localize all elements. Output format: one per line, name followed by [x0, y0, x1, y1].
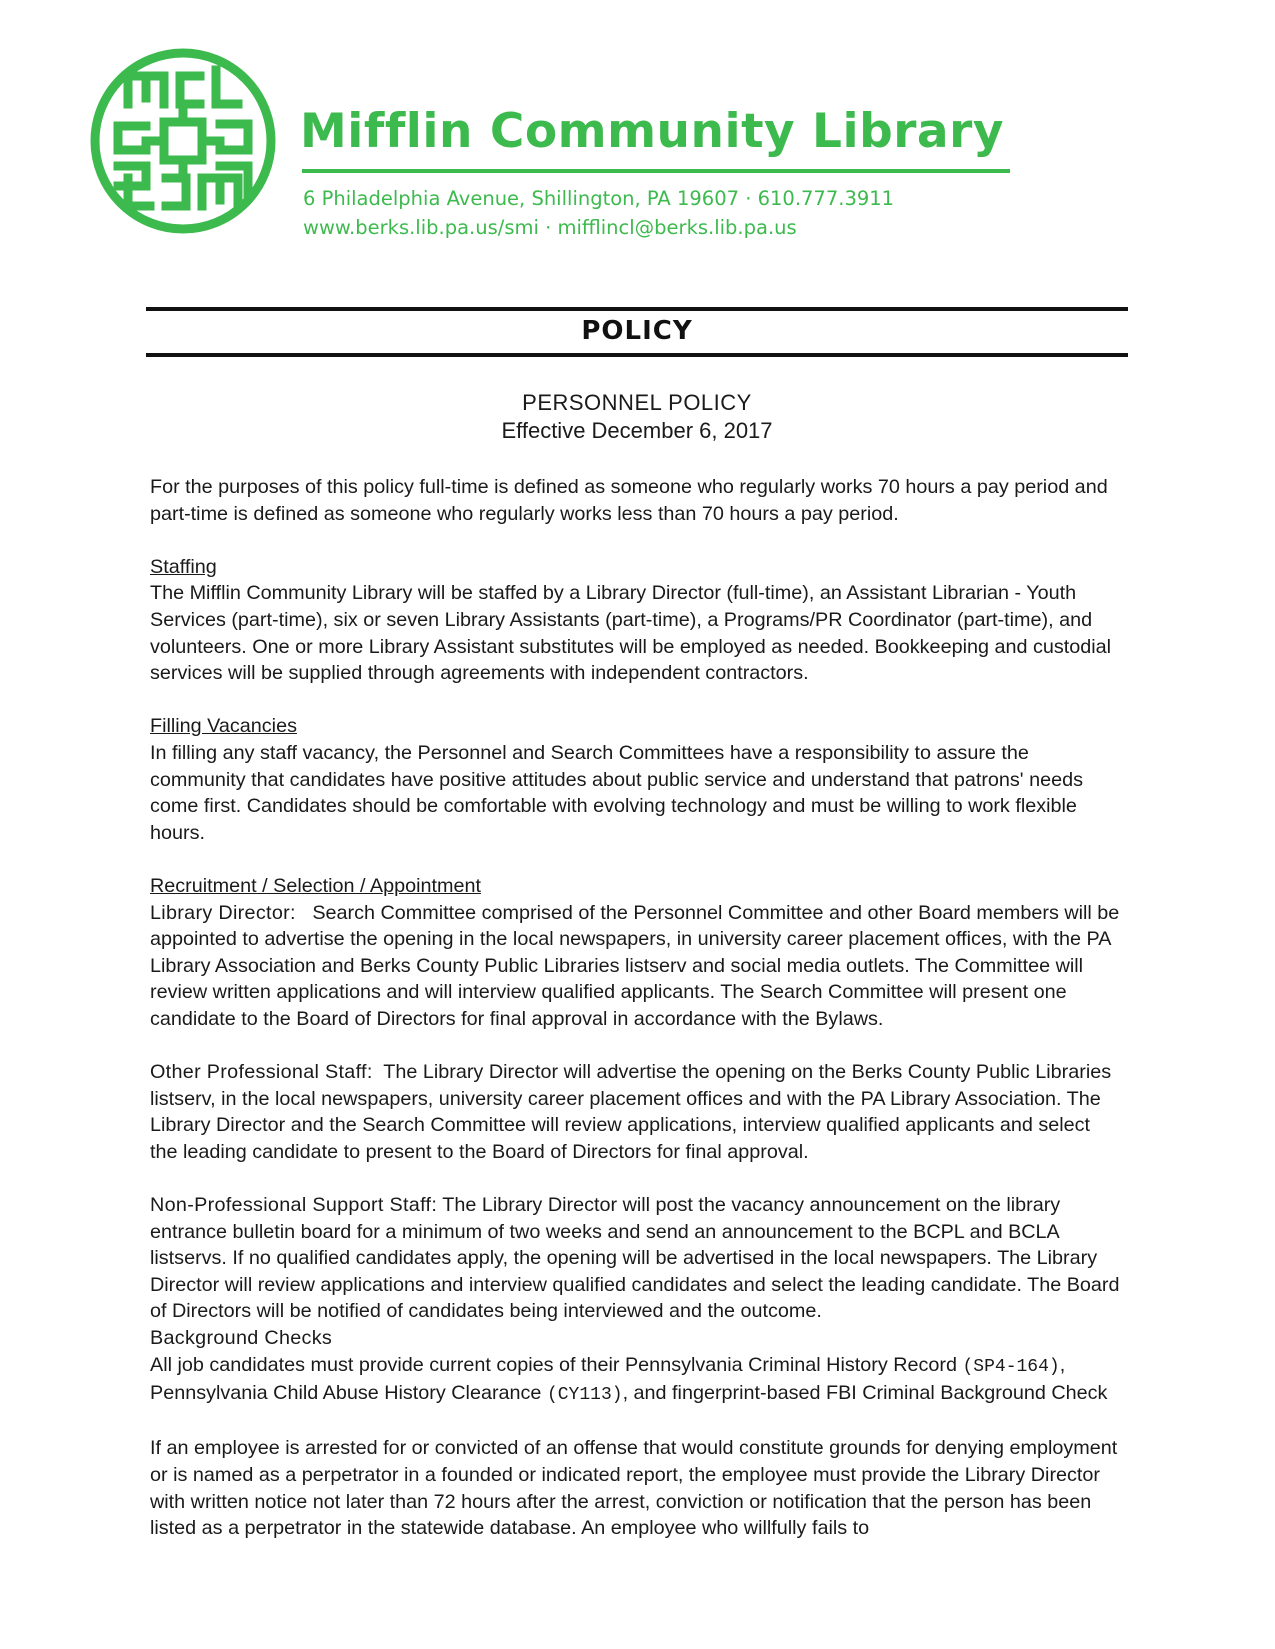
recruitment-director-section [150, 873, 1120, 1033]
vacancies-heading: Filling Vacancies [150, 715, 297, 738]
effective-date: Effective December 6, 2017 [501, 418, 773, 443]
background-text-c: , and fingerprint-based FBI Criminal Background Check [622, 1382, 1108, 1405]
background-text-a: All job candidates must provide current copies of their Pennsylvania Criminal History Record [150, 1353, 963, 1376]
banner-rule-top [146, 307, 1128, 311]
recruitment-heading: Recruitment / Selection / Appointment [150, 874, 481, 897]
support-lead: Non-Professional Support Staff: [150, 1194, 438, 1217]
professional-staff-section [150, 1059, 1120, 1165]
criminal-record-code: (SP4-164) [962, 1356, 1060, 1377]
background-heading: Background Checks [150, 1327, 333, 1349]
support-text: The Library Director will post the vacancy announcement on the library entrance bulletin board for a minimum of two weeks and send an announcement to the BCPL and BCLA listservs. If no qualified candidates apply, the opening will be advertised in the local newspapers. The Library Director will review applications and interview qualified candidates and select the leading candidate. The Board of Directors will be notified of candidates being interviewed and the outcome. [150, 1194, 1120, 1323]
director-lead: Library Director: [150, 901, 296, 924]
letterhead-rule [302, 169, 1010, 173]
director-text: Search Committee comprised of the Personnel Committee and other Board members will be appointed to advertise the opening in the local newspapers, in university career placement offices, with the PA Library Association and Berks County Public Libraries listserv and social media outlets. The Committee will review written applications and will interview qualified applicants. The Search Committee will present one candidate to the Board of Directors for final approval in accordance with the Bylaws. [150, 901, 1120, 1030]
staffing-text: The Mifflin Community Library will be staffed by a Library Director (full-time), an Assistant Librarian - Youth Services (part-time), six or seven Library Assistants (part-time), a Programs/PR Coordinator (part-time), and volunteers. One or more Library Assistant substitutes will be employed as needed. Bookkeeping and custodial services will be supplied through agreements with independent contractors. [150, 582, 1112, 685]
banner-rule-bottom [146, 353, 1128, 357]
vacancies-text: In filling any staff vacancy, the Personnel and Search Committees have a responsibility to assure the community that candidates have positive attitudes about public service and understand that patrons' needs come first. Candidates should be comfortable with evolving technology and must be willing to work flexible hours. [150, 741, 1083, 844]
support-staff-section [150, 1192, 1120, 1325]
policy-banner: POLICY [581, 316, 693, 346]
vacancies-section [150, 713, 1120, 846]
professional-lead: Other Professional Staff: [150, 1061, 373, 1084]
staffing-heading: Staffing [150, 555, 217, 578]
mcl-logo-icon [88, 46, 278, 236]
arrest-section: If an employee is arrested for or convicted of an offense that would constitute grounds for denying employment or is named as a perpetrator in a founded or indicated report, the employee must provide the Library Director with written notice not later than 72 hours after the arrest, conviction or notification that the person has been listed as a perpetrator in the statewide database. An employee who willfully fails to [150, 1437, 1118, 1540]
library-address: 6 Philadelphia Avenue, Shillington, PA 19607 · 610.777.3911 [303, 187, 895, 210]
background-text-b: , Pennsylvania Child Abuse History Clearance [150, 1353, 1066, 1405]
child-abuse-code: (CY113) [546, 1385, 623, 1406]
professional-text: The Library Director will advertise the opening on the Berks County Public Libraries listserv, in the local newspapers, university career placement offices and with the PA Library Association. The Library Director and the Search Committee will review applications, interview qualified applicants and select the leading candidate to present to the Board of Directors for final approval. [150, 1061, 1112, 1163]
letterhead [88, 46, 1088, 246]
policy-body [150, 474, 1120, 1568]
library-name: Mifflin Community Library [300, 104, 1004, 159]
library-web-contact: www.berks.lib.pa.us/smi · mifflincl@berks.lib.pa.us [303, 216, 797, 239]
background-section [150, 1325, 1120, 1409]
staffing-section [150, 554, 1120, 687]
intro-paragraph: For the purposes of this policy full-time is defined as someone who regularly works 70 hours a pay period and part-time is defined as someone who regularly works less than 70 hours a pay period. [150, 476, 1108, 525]
document-title: PERSONNEL POLICY [522, 390, 752, 415]
